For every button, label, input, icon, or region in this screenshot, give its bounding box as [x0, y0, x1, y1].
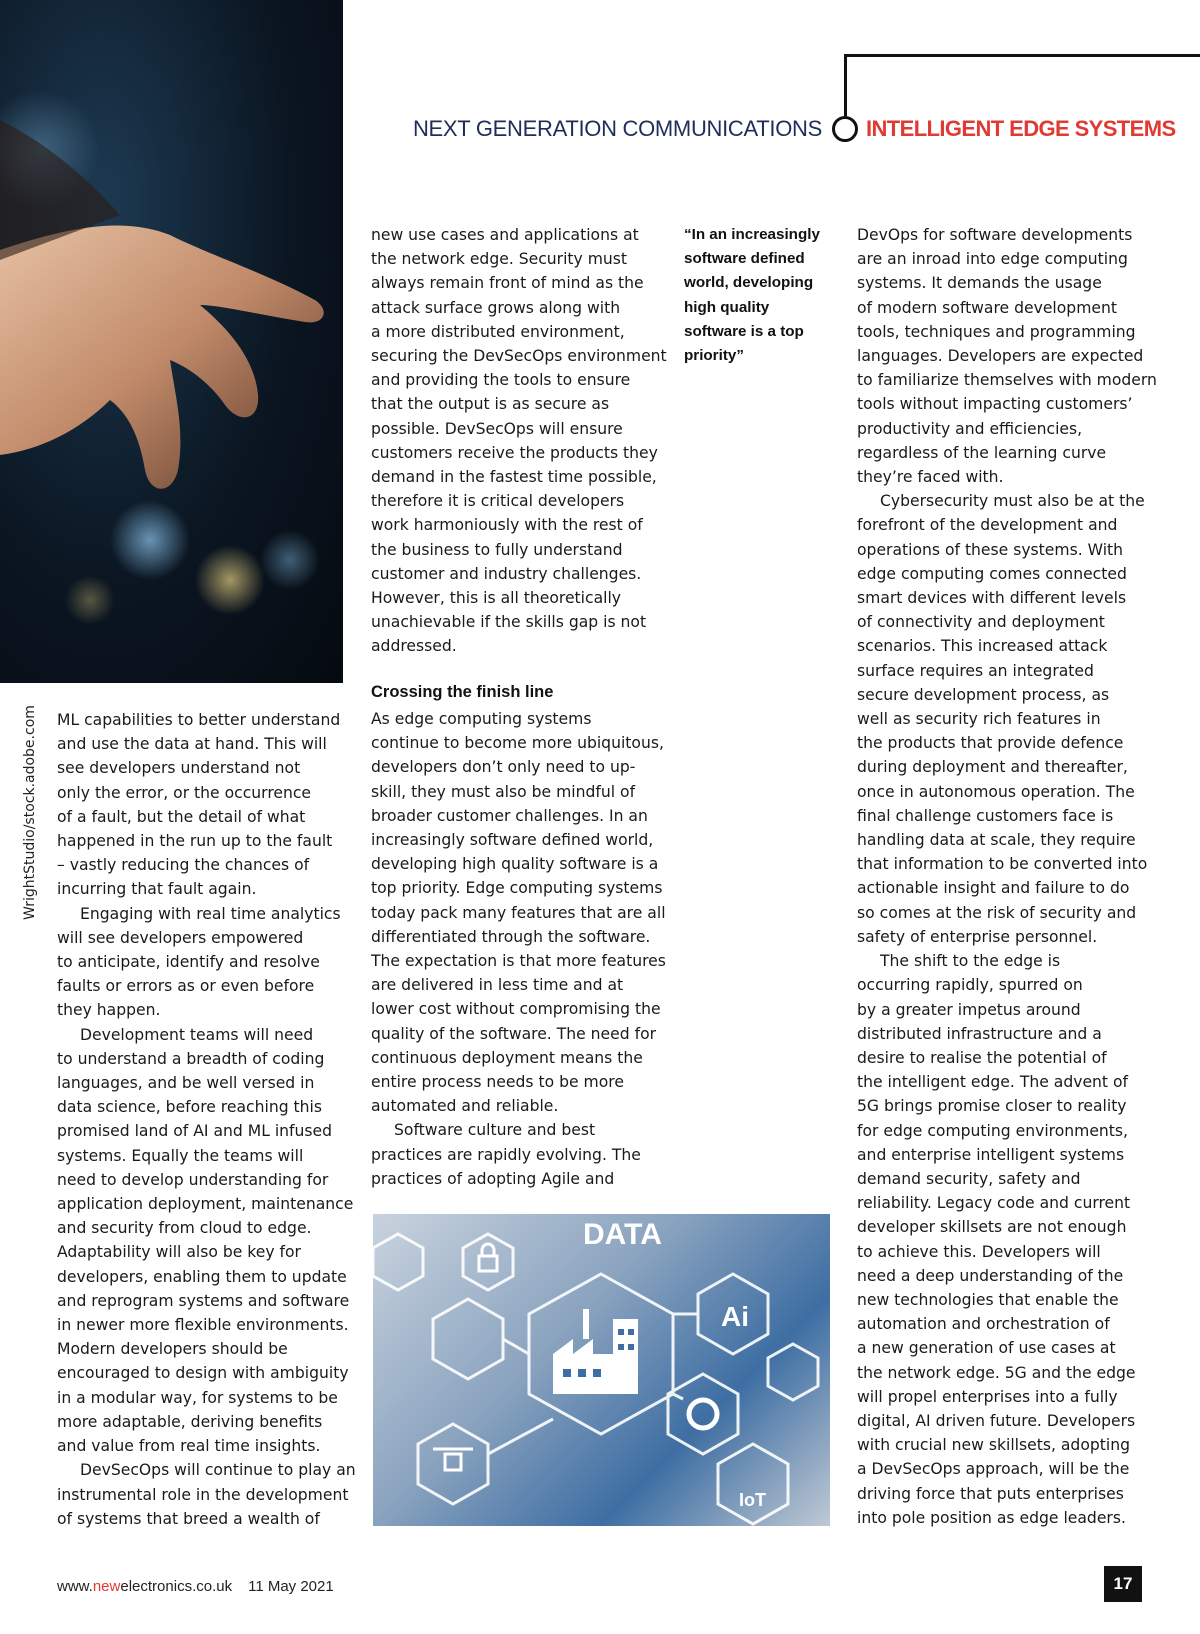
text-line: so comes at the risk of security and — [857, 903, 1137, 922]
text-line: only the error, or the occurrence — [57, 783, 312, 802]
text-line: once in autonomous operation. The — [857, 782, 1135, 801]
text-line: a DevSecOps approach, will be the — [857, 1460, 1130, 1479]
text-line: to achieve this. Developers will — [857, 1242, 1101, 1261]
text-line: The shift to the edge is — [880, 952, 1061, 971]
text-line: increasingly software defined world, — [371, 831, 654, 850]
text-line: need a deep understanding of the — [857, 1266, 1124, 1285]
article-column-3 — [857, 223, 1157, 1530]
text-line: attack surface grows along with — [371, 298, 621, 317]
hexagon-network-graphic — [373, 1214, 830, 1526]
text-line: and providing the tools to ensure — [371, 371, 631, 390]
text-line: software defined — [684, 250, 805, 268]
text-line: demand in the fastest time possible, — [371, 468, 657, 487]
gear-icon — [689, 1400, 717, 1428]
article-column-1 — [57, 708, 356, 1531]
text-line: always remain front of mind as the — [371, 274, 644, 293]
text-line: and value from real time insights. — [57, 1437, 321, 1456]
text-line: DevSecOps will continue to play an — [80, 1461, 356, 1480]
text-line: reliability. Legacy code and current — [857, 1194, 1131, 1213]
text-line: promised land of AI and ML infused — [57, 1122, 333, 1141]
text-line: and reprogram systems and software — [57, 1291, 350, 1310]
text-line: securing the DevSecOps environment — [371, 347, 667, 366]
data-label: DATA — [583, 1218, 662, 1251]
text-line: priority” — [684, 347, 744, 365]
text-line: entire process needs to be more — [371, 1073, 624, 1092]
text-line: lower cost without compromising the — [371, 1000, 661, 1019]
text-line: will propel enterprises into a fully — [857, 1387, 1118, 1406]
text-line: Development teams will need — [80, 1025, 314, 1044]
text-line: secure development process, as — [857, 685, 1110, 704]
text-line: digital, AI driven future. Developers — [857, 1411, 1136, 1430]
text-line: a more distributed environment, — [371, 322, 625, 341]
data-illustration — [373, 1214, 830, 1526]
text-line: developing high quality software is a — [371, 855, 659, 874]
text-line: languages, and be well versed in — [57, 1074, 315, 1093]
text-line: broader customer challenges. In an — [371, 806, 648, 825]
text-line: and enterprise intelligent systems — [857, 1145, 1125, 1164]
text-line: are delivered in less time and at — [371, 976, 624, 995]
hand-illustration — [0, 0, 343, 683]
text-line: during deployment and thereafter, — [857, 758, 1128, 777]
text-line: systems. Equally the teams will — [57, 1146, 304, 1165]
text-line: continuous deployment means the — [371, 1048, 643, 1067]
text-line: work harmoniously with the rest of — [371, 516, 643, 535]
text-line: Modern developers should be — [57, 1340, 288, 1359]
text-line: tools without impacting customers’ — [857, 395, 1133, 414]
text-line: that information to be converted into — [857, 855, 1148, 874]
text-line: incurring that fault again. — [57, 880, 257, 899]
text-line: today pack many features that are all — [371, 903, 666, 922]
issue-date: 11 May 2021 — [248, 1578, 334, 1595]
photo-credit: WrightStudio/stock.adobe.com — [22, 705, 38, 920]
text-line: customer and industry challenges. — [371, 564, 642, 583]
text-line: final challenge customers face is — [857, 806, 1114, 825]
text-line: – vastly reducing the chances of — [57, 856, 310, 875]
text-line: of connectivity and deployment — [857, 613, 1105, 632]
text-line: to anticipate, identify and resolve — [57, 953, 320, 972]
text-line: addressed. — [371, 637, 457, 656]
text-line: However, this is all theoretically — [371, 589, 622, 608]
text-line: faults or errors as or even before — [57, 977, 315, 996]
text-line: customers receive the products they — [371, 443, 658, 462]
text-line: into pole position as edge leaders. — [857, 1508, 1126, 1527]
text-line: differentiated through the software. — [371, 927, 651, 946]
text-line: distributed infrastructure and a — [857, 1024, 1102, 1043]
drone-icon — [433, 1449, 473, 1470]
text-line: practices of adopting Agile and — [371, 1169, 615, 1188]
text-line: smart devices with different levels — [857, 589, 1127, 608]
iot-label: IoT — [739, 1490, 766, 1510]
text-line: therefore it is critical developers — [371, 492, 625, 511]
header-rule-horizontal — [844, 54, 1200, 57]
text-line: Cybersecurity must also be at the — [880, 492, 1145, 511]
text-line: safety of enterprise personnel. — [857, 927, 1098, 946]
text-line: quality of the software. The need for — [371, 1024, 657, 1043]
text-line: productivity and efficiencies, — [857, 419, 1083, 438]
text-line: systems. It demands the usage — [857, 274, 1102, 293]
text-line: data science, before reaching this — [57, 1098, 323, 1117]
header-circle-icon — [832, 116, 858, 142]
text-line: for edge computing environments, — [857, 1121, 1129, 1140]
text-line: by a greater impetus around — [857, 1000, 1081, 1019]
text-line: the network edge. 5G and the edge — [857, 1363, 1136, 1382]
text-line: possible. DevSecOps will ensure — [371, 419, 623, 438]
subheading: Crossing the finish line — [371, 683, 554, 701]
text-line: forefront of the development and — [857, 516, 1118, 535]
hero-photo-hand — [0, 0, 343, 683]
text-line: new technologies that enable the — [857, 1290, 1119, 1309]
text-line: that the output is as secure as — [371, 395, 610, 414]
text-line: high quality — [684, 298, 770, 316]
text-line: ML capabilities to better understand — [57, 711, 341, 729]
site-prefix: www. — [57, 1578, 93, 1595]
text-line: top priority. Edge computing systems — [371, 879, 663, 898]
text-line: and security from cloud to edge. — [57, 1219, 312, 1238]
text-line: of a fault, but the detail of what — [57, 807, 306, 826]
text-line: they happen. — [57, 1001, 161, 1020]
text-line: happened in the run up to the fault — [57, 832, 333, 851]
text-line: Adaptability will also be key for — [57, 1243, 301, 1262]
text-line: the products that provide defence — [857, 734, 1124, 753]
text-line: with crucial new skillsets, adopting — [857, 1436, 1130, 1455]
text-line: the business to fully understand — [371, 540, 623, 559]
text-line: scenarios. This increased attack — [857, 637, 1108, 656]
text-line: “In an increasingly — [684, 226, 820, 243]
ai-label: Ai — [721, 1301, 749, 1332]
text-line: the intelligent edge. The advent of — [857, 1073, 1129, 1092]
text-line: see developers understand not — [57, 759, 301, 778]
text-line: developers, enabling them to update — [57, 1267, 347, 1286]
text-line: The expectation is that more features — [371, 952, 666, 971]
text-line: Engaging with real time analytics — [80, 904, 341, 923]
text-line: more adaptable, deriving benefits — [57, 1412, 323, 1431]
text-line: unachievable if the skills gap is not — [371, 613, 647, 632]
site-brand: new — [92, 1578, 121, 1595]
text-line: 5G brings promise closer to reality — [857, 1097, 1127, 1116]
text-line: driving force that puts enterprises — [857, 1484, 1124, 1503]
text-line: of systems that breed a wealth of — [57, 1509, 320, 1528]
text-line: practices are rapidly evolving. The — [371, 1145, 641, 1164]
text-line: new use cases and applications at — [371, 226, 639, 244]
text-line: application deployment, maintenance — [57, 1195, 354, 1214]
text-line: As edge computing systems — [371, 710, 592, 728]
text-line: demand security, safety and — [857, 1169, 1081, 1188]
text-line: to familiarize themselves with modern — [857, 371, 1157, 390]
footer-info — [57, 1578, 334, 1595]
page-number: 17 — [1104, 1566, 1142, 1602]
text-line: well as security rich features in — [857, 710, 1101, 729]
text-line: software is a top — [684, 322, 804, 340]
text-line: to understand a breadth of coding — [57, 1049, 325, 1068]
text-line: skill, they must also be mindful of — [371, 782, 636, 801]
text-line: desire to realise the potential of — [857, 1048, 1107, 1067]
lock-icon — [479, 1244, 497, 1271]
text-line: tools, techniques and programming — [857, 322, 1136, 341]
article-column-2-bottom — [371, 707, 666, 1191]
text-line: operations of these systems. With — [857, 540, 1124, 559]
text-line: automated and reliable. — [371, 1097, 559, 1116]
text-line: the network edge. Security must — [371, 250, 628, 269]
text-line: they’re faced with. — [857, 468, 1004, 487]
section-label-left: NEXT GENERATION COMMUNICATIONS — [412, 116, 822, 141]
text-line: need to develop understanding for — [57, 1170, 329, 1189]
text-line: a new generation of use cases at — [857, 1339, 1116, 1358]
text-line: will see developers empowered — [57, 928, 304, 947]
text-line: DevOps for software developments — [857, 226, 1133, 244]
pull-quote — [684, 223, 834, 368]
text-line: encouraged to design with ambiguity — [57, 1364, 349, 1383]
site-suffix: electronics.co.uk — [120, 1578, 233, 1595]
text-line: continue to become more ubiquitous, — [371, 734, 664, 753]
text-line: developers don’t only need to up- — [371, 758, 636, 777]
text-line: of modern software development — [857, 298, 1117, 317]
text-line: automation and orchestration of — [857, 1315, 1110, 1334]
text-line: languages. Developers are expected — [857, 347, 1144, 366]
article-column-2-top — [371, 223, 667, 659]
text-line: developer skillsets are not enough — [857, 1218, 1127, 1237]
text-line: instrumental role in the development — [57, 1485, 349, 1504]
header-rule-vertical — [844, 56, 847, 116]
text-line: and use the data at hand. This will — [57, 735, 327, 754]
section-label-right: INTELLIGENT EDGE SYSTEMS — [866, 116, 1176, 141]
text-line: actionable insight and failure to do — [857, 879, 1130, 898]
text-line: in newer more flexible environments. — [57, 1316, 349, 1335]
text-line: Software culture and best — [394, 1121, 596, 1140]
text-line: in a modular way, for systems to be — [57, 1388, 338, 1407]
text-line: are an inroad into edge computing — [857, 250, 1128, 269]
text-line: occurring rapidly, spurred on — [857, 976, 1083, 995]
text-line: surface requires an integrated — [857, 661, 1094, 680]
text-line: regardless of the learning curve — [857, 443, 1107, 462]
text-line: edge computing comes connected — [857, 564, 1127, 583]
text-line: world, developing — [684, 274, 814, 292]
text-line: handling data at scale, they require — [857, 831, 1136, 850]
